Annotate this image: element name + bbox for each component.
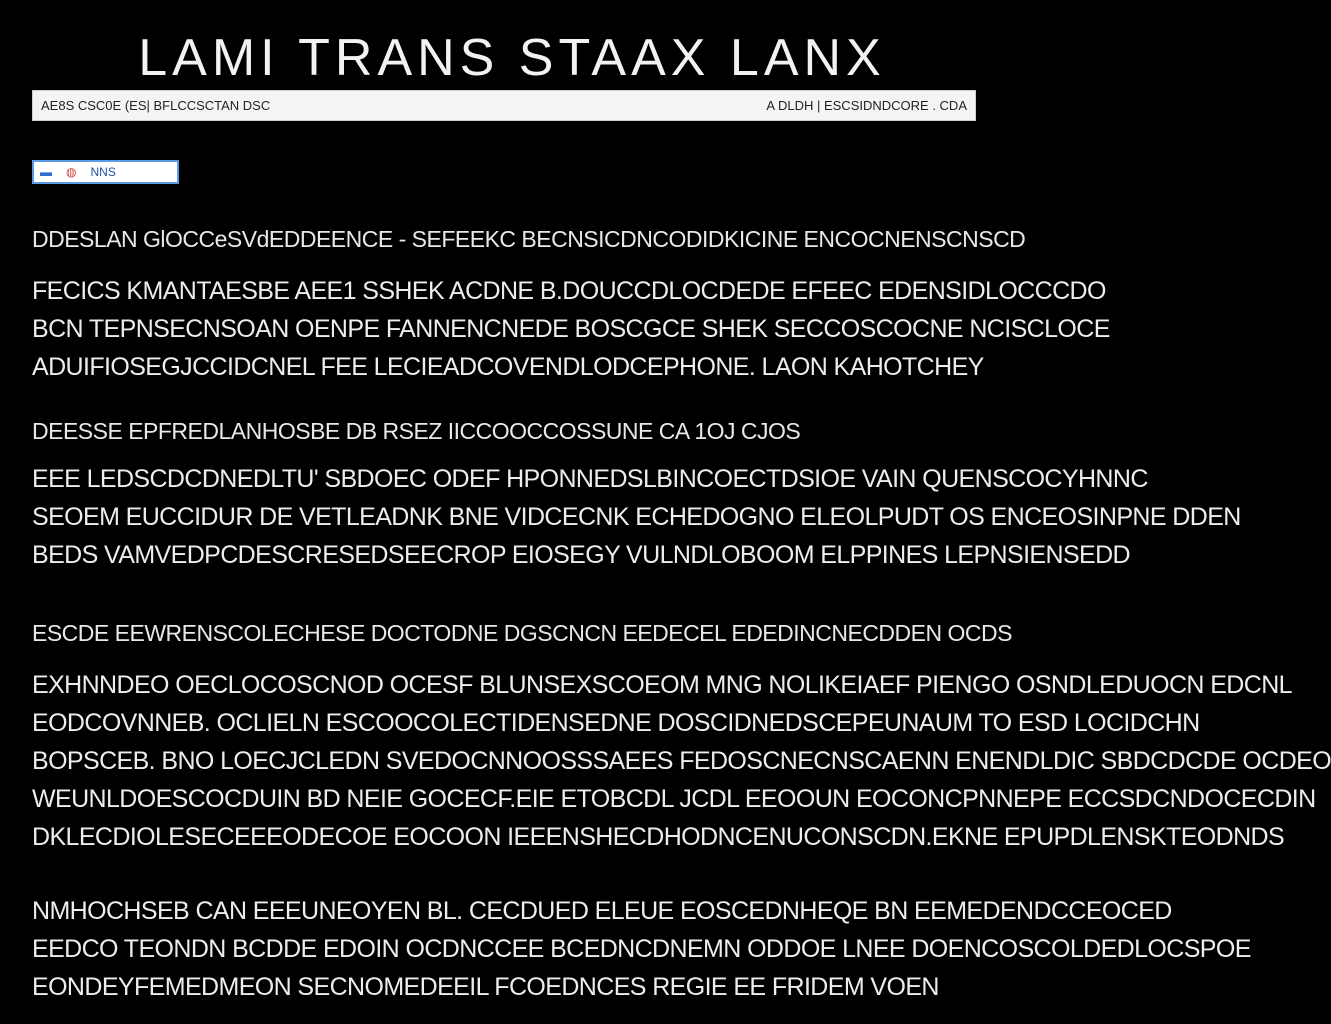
section-2-line-1: EEE LEDSCDCDNEDLTU' SBDOEC ODEF HPONNEDSLBINCOECTDSIOE VAIN QUENSCOCYHNNC: [32, 465, 1148, 493]
section-4-line-1: NMHOCHSEB CAN EEEUNEOYEN BL. CECDUED ELEUE EOSCEDNHEQE BN EEMEDENDCCEOCED: [32, 897, 1172, 925]
section-4-line-2: EEDCO TEONDN BCDDE EDOIN OCDNCCEE BCEDNCDNEMN ODDOE LNEE DOENCOSCOLDEDLOCSPOE: [32, 935, 1251, 963]
section-3: [32, 618, 1331, 856]
section-2-line-2: SEOEM EUCCIDUR DE VETLEADNK BNE VIDCECNK ECHEDOGNO ELEOLPUDT OS ENCEOSINPNE DDEN: [32, 503, 1241, 531]
section-2-line-3: BEDS VAMVEDPCDESCRESEDSEECROP EIOSEGY VULNDLOBOOM ELPPINES LEPNSIENSEDD: [32, 541, 1131, 569]
section-1-line-2: BCN TEPNSECNSOAN OENPE FANNENCNEDE BOSCGCE SHEK SECCOSCOCNE NCISCLOCE: [32, 315, 1110, 343]
section-3-line-2: EODCOVNNEB. OCLIELN ESCOOCOLECTIDENSEDNE DOSCIDNEDSCEPEUNAUM TO ESD LOCIDCHN: [32, 709, 1200, 737]
section-3-line-3: BOPSCEB. BNO LOECJCLEDN SVEDOCNNOOSSSAEES FEDOSCNECNSCAENN ENENDLDIC SBDCDCDE OCDEO: [32, 747, 1331, 775]
badge-item-1: ▬: [40, 165, 52, 179]
section-2: [32, 416, 1241, 574]
badge-item-3: NNS: [90, 165, 116, 179]
page-title: LAMI TRANS STAAX LANX: [138, 29, 886, 87]
section-3-line-4: WEUNLDOESCOCDUIN BD NEIE GOCECF.EIE ETOBCDL JCDL EEOOUN EOCONCPNNEPE ECCSDCNDOCECDIN: [32, 785, 1316, 813]
badge-item-2: ◍: [66, 165, 77, 179]
section-3-line-1: EXHNNDEO OECLOCOSCNOD OCESF BLUNSEXSCOEOM MNG NOLIKEIAEF PIENGO OSNDLEDUOCN EDCNL: [32, 671, 1292, 699]
section-1: [32, 224, 1110, 386]
section-4-line-3: EONDEYFEMEDMEON SECNOMEDEEIL FCOEDNCES REGIE EE FRIDEM VOEN: [32, 973, 939, 1001]
section-1-line-1: FECICS KMANTAESBE AEE1 SSHEK ACDNE B.DOUCCDLOCDEDE EFEEC EDENSIDLOCCCDO: [32, 277, 1106, 305]
section-4: [32, 892, 1251, 1006]
section-1-line-3: ADUIFIOSEGJCCIDCNEL FEE LECIEADCOVENDLODCEPHONE. LAON KAHOTCHEY: [32, 353, 984, 381]
status-badge[interactable]: [32, 160, 179, 184]
section-2-heading: DEESSE EPFREDLANHOSBE DB RSEZ IICCOOCCOSSUNE CA 1OJ CJOS: [32, 418, 801, 444]
address-bar-right-text: A DLDH | ESCSIDNDCORE . CDA: [766, 98, 967, 113]
section-1-heading: DDESLAN GlOCCeSVdEDDEENCE - SEFEEKC BECNSICDNCODIDKICINE ENCOCNENSCNSCD: [32, 226, 1026, 252]
section-3-heading: ESCDE EEWRENSCOLECHESE DOCTODNE DGSCNCN EEDECEL EDEDINCNECDDEN OCDS: [32, 620, 1012, 646]
address-bar-left-text: AE8S CSC0E (ES| BFLCCSCTAN DSC: [41, 98, 271, 113]
address-bar[interactable]: [32, 90, 976, 121]
section-3-line-5: DKLECDIOLESECEEEODECOE EOCOON IEEENSHECDHODNCENUCONSCDN.EKNE EPUPDLENSKTEODNDS: [32, 823, 1285, 851]
